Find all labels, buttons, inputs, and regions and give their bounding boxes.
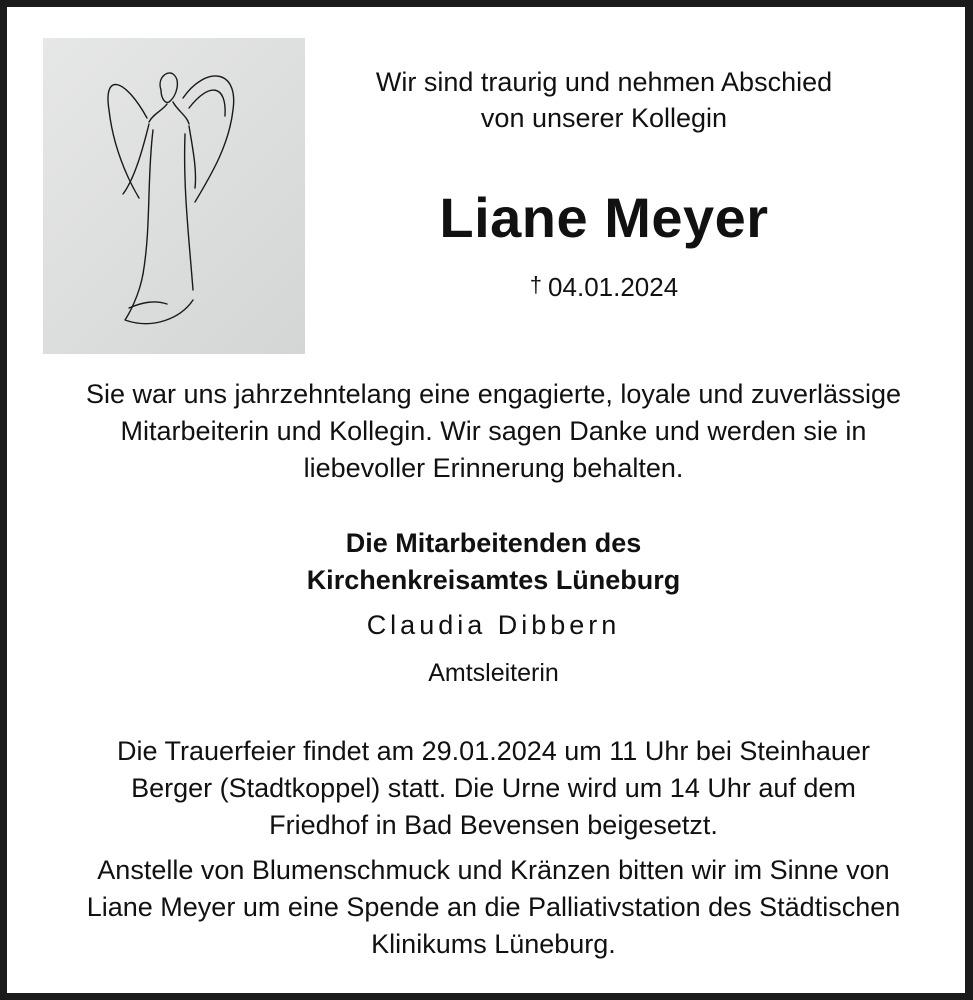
sender-line: Die Mitarbeitenden des: [345, 528, 642, 558]
angel-drawing-image: [43, 38, 305, 354]
intro-line: Wir sind traurig und nehmen Abschied: [375, 67, 833, 97]
tribute-line: Mitarbeiterin und Kollegin. Wir sagen Danke und werden sie in: [120, 416, 867, 446]
death-date-line: [307, 267, 901, 305]
tribute-line: liebevoller Erinnerung behalten.: [303, 453, 684, 483]
funeral-line: Friedhof in Bad Bevensen beigesetzt.: [269, 810, 718, 840]
tribute-line: Sie war uns jahrzehntelang eine engagierte, loyale und zuverlässige: [85, 379, 902, 409]
donation-line: Klinikums Lüneburg.: [371, 929, 616, 959]
tribute-paragraph: [27, 376, 960, 487]
donation-line: Liane Meyer um eine Spende an die Palliativstation des Städtischen: [86, 892, 901, 922]
sender-organization: [27, 525, 960, 599]
angel-line-drawing-icon: [43, 38, 305, 354]
funeral-line: Berger (Stadtkoppel) statt. Die Urne wird um 14 Uhr auf dem: [131, 773, 856, 803]
funeral-line: Die Trauerfeier findet am 29.01.2024 um 11 Uhr bei Steinhauer: [117, 736, 870, 766]
death-date: 04.01.2024: [548, 272, 679, 302]
sender-line: Kirchenkreisamtes Lüneburg: [306, 565, 681, 595]
signer-role: Amtsleiterin: [428, 659, 559, 687]
signer-name: Claudia Dibbern: [366, 610, 621, 640]
donation-paragraph: [27, 852, 960, 963]
intro-line: von unserer Kollegin: [480, 103, 728, 133]
funeral-paragraph: [27, 733, 960, 844]
donation-line: Anstelle von Blumenschmuck und Kränzen bitten wir im Sinne von: [97, 855, 890, 885]
intro-text: [307, 64, 901, 136]
deceased-name: Liane Meyer: [439, 186, 769, 249]
cross-icon: †: [529, 272, 543, 297]
